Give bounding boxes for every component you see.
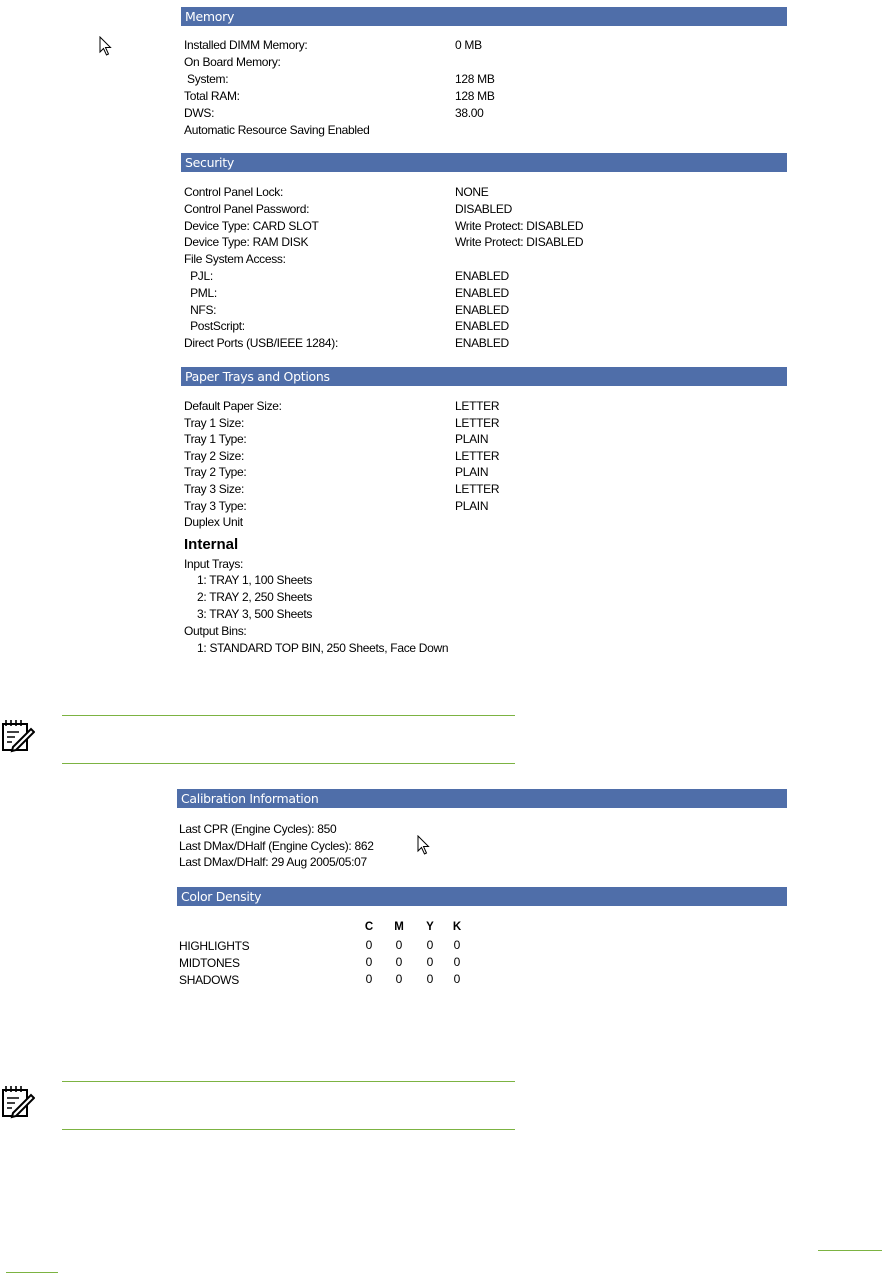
security-row-label: File System Access: xyxy=(184,252,286,267)
memory-row-label: Installed DIMM Memory: xyxy=(184,38,308,52)
paper-trays-section-header: Paper Trays and Options xyxy=(181,367,787,386)
security-row-label: Direct Ports (USB/IEEE 1284): xyxy=(184,336,339,351)
memory-row-value: 38.00 xyxy=(455,106,484,120)
note-bottom-rule xyxy=(62,1129,515,1130)
memory-row-label: Automatic Resource Saving Enabled xyxy=(184,123,370,137)
security-row xyxy=(184,285,784,301)
input-trays-label: Input Trays: xyxy=(184,557,244,571)
memory-row xyxy=(184,88,784,104)
security-row xyxy=(184,184,784,200)
density-column-header: Y xyxy=(426,921,434,933)
security-row-label: Control Panel Password: xyxy=(184,201,310,216)
memory-row-value: 128 MB xyxy=(455,89,495,103)
paper-row-label: Tray 1 Type: xyxy=(184,432,247,447)
mouse-pointer-icon xyxy=(99,36,113,56)
security-row xyxy=(184,218,784,234)
output-bin-item: 1: STANDARD TOP BIN, 250 Sheets, Face Down xyxy=(197,641,449,655)
paper-row-label: Duplex Unit xyxy=(184,515,243,530)
density-value: 0 xyxy=(365,938,373,952)
memory-row xyxy=(184,71,784,87)
security-row xyxy=(184,302,784,318)
memory-row-label: DWS: xyxy=(184,106,215,120)
density-value: 0 xyxy=(426,955,434,969)
security-row-label: PJL: xyxy=(184,269,213,283)
note-top-rule xyxy=(62,715,515,716)
paper-row xyxy=(184,415,784,431)
calibration-section-header: Calibration Information xyxy=(177,789,787,808)
paper-row-label: Tray 3 Type: xyxy=(184,498,247,513)
security-row xyxy=(184,234,784,250)
footer-rule-left xyxy=(6,1272,58,1273)
note-pencil-icon xyxy=(1,718,35,754)
security-row xyxy=(184,201,784,217)
calibration-line: Last DMax/DHalf (Engine Cycles): 862 xyxy=(179,839,374,853)
paper-row xyxy=(184,448,784,464)
security-row-label: Device Type: CARD SLOT xyxy=(184,218,319,233)
paper-row xyxy=(184,398,784,414)
security-row-label: Device Type: RAM DISK xyxy=(184,235,309,250)
paper-row xyxy=(184,498,784,514)
density-value: 0 xyxy=(453,938,461,952)
memory-row xyxy=(184,122,784,138)
security-row-value: DISABLED xyxy=(455,201,512,216)
note-pencil-icon xyxy=(1,1084,35,1120)
density-row-label: MIDTONES xyxy=(179,956,240,970)
paper-row-value: LETTER xyxy=(455,399,500,413)
security-row xyxy=(184,335,784,351)
paper-row-value: PLAIN xyxy=(455,465,489,480)
color-density-section-header: Color Density xyxy=(177,887,787,906)
paper-row-label: Tray 2 Size: xyxy=(184,448,244,463)
memory-row-value: 0 MB xyxy=(455,38,482,52)
calibration-line: Last DMax/DHalf: 29 Aug 2005/05:07 xyxy=(179,855,367,869)
security-row xyxy=(184,318,784,334)
security-row-value: ENABLED xyxy=(455,319,509,334)
density-value: 0 xyxy=(365,972,373,986)
memory-row xyxy=(184,37,784,53)
memory-row-label: Total RAM: xyxy=(184,89,240,103)
security-row-value: ENABLED xyxy=(455,336,509,351)
security-section-header: Security xyxy=(181,153,787,172)
memory-row-label: System: xyxy=(184,72,229,86)
calibration-line: Last CPR (Engine Cycles): 850 xyxy=(179,822,337,836)
memory-section-header: Memory xyxy=(181,7,787,26)
density-value: 0 xyxy=(395,955,403,969)
density-row-label: HIGHLIGHTS xyxy=(179,939,250,953)
security-row-value: ENABLED xyxy=(455,285,509,300)
density-value: 0 xyxy=(453,972,461,986)
density-column-header: M xyxy=(394,921,404,933)
security-row-value: NONE xyxy=(455,185,489,199)
memory-row xyxy=(184,105,784,121)
security-row xyxy=(184,251,784,267)
security-row-value: ENABLED xyxy=(455,269,509,283)
memory-row xyxy=(184,54,784,70)
paper-row-value: LETTER xyxy=(455,448,500,463)
paper-row-value: LETTER xyxy=(455,482,500,496)
paper-row xyxy=(184,514,784,530)
density-value: 0 xyxy=(365,955,373,969)
security-row-value: Write Protect: DISABLED xyxy=(455,235,584,250)
memory-row-value: 128 MB xyxy=(455,72,495,86)
paper-row xyxy=(184,431,784,447)
output-bins-label: Output Bins: xyxy=(184,624,247,638)
footer-rule-right xyxy=(818,1250,882,1251)
input-tray-item: 1: TRAY 1, 100 Sheets xyxy=(197,573,313,587)
paper-row-label: Tray 3 Size: xyxy=(184,482,244,496)
input-tray-item: 2: TRAY 2, 250 Sheets xyxy=(197,590,313,604)
internal-heading: Internal xyxy=(184,536,239,553)
input-tray-item: 3: TRAY 3, 500 Sheets xyxy=(197,607,313,621)
density-column-header: K xyxy=(452,921,462,933)
security-row-value: Write Protect: DISABLED xyxy=(455,218,584,233)
security-row-label: NFS: xyxy=(184,302,217,317)
density-value: 0 xyxy=(395,972,403,986)
paper-row-label: Tray 1 Size: xyxy=(184,415,244,430)
paper-row-value: PLAIN xyxy=(455,498,489,513)
density-row-label: SHADOWS xyxy=(179,973,239,987)
paper-row-value: LETTER xyxy=(455,415,500,430)
security-row-label: Control Panel Lock: xyxy=(184,185,284,199)
density-value: 0 xyxy=(426,972,434,986)
note-bottom-rule xyxy=(62,763,515,764)
security-row-value: ENABLED xyxy=(455,302,509,317)
paper-row-value: PLAIN xyxy=(455,432,489,447)
mouse-pointer-icon xyxy=(417,835,431,855)
security-row xyxy=(184,268,784,284)
density-column-header: C xyxy=(364,921,374,933)
density-value: 0 xyxy=(395,938,403,952)
security-row-label: PML: xyxy=(184,285,217,300)
paper-row xyxy=(184,481,784,497)
paper-row-label: Default Paper Size: xyxy=(184,399,282,413)
paper-row-label: Tray 2 Type: xyxy=(184,465,247,480)
paper-row xyxy=(184,464,784,480)
density-value: 0 xyxy=(426,938,434,952)
density-value: 0 xyxy=(453,955,461,969)
note-top-rule xyxy=(62,1081,515,1082)
security-row-label: PostScript: xyxy=(184,319,245,334)
memory-row-label: On Board Memory: xyxy=(184,55,281,69)
